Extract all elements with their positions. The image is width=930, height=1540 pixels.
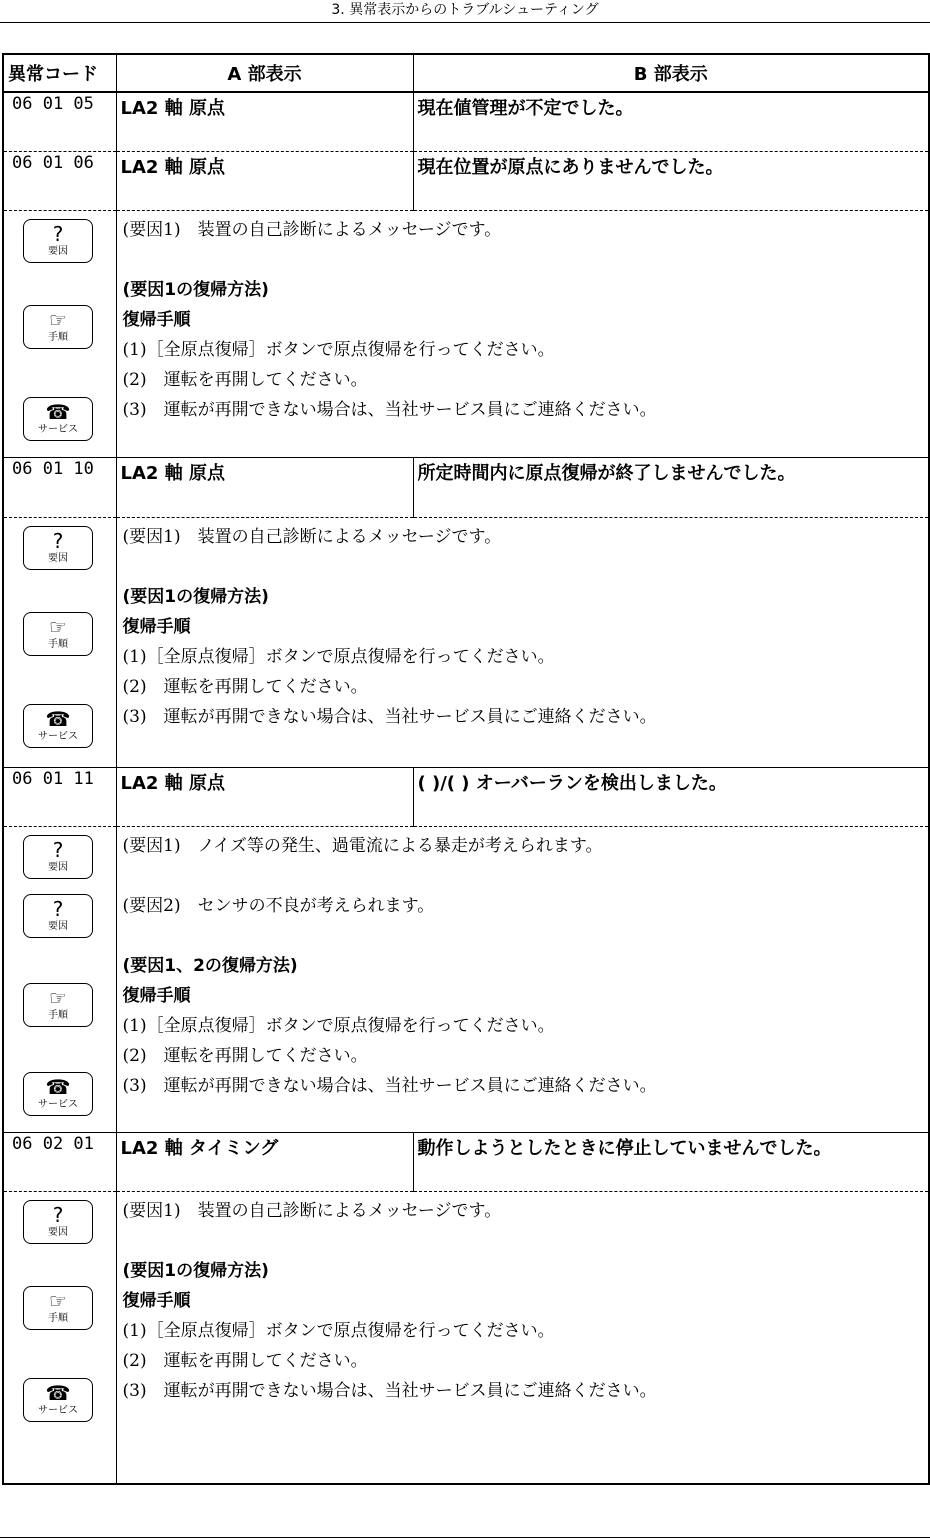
icon-column [3, 210, 116, 457]
b-display: ( )/( ) オーバーランを検出しました。 [413, 767, 929, 826]
detail-row [3, 210, 929, 457]
table-row [3, 151, 929, 210]
error-table [2, 53, 930, 1485]
detail-text: (要因1) 装置の自己診断によるメッセージです。 (要因1の復帰方法) 復帰手順 (1)［全原点復帰］ボタンで原点復帰を行ってください。 (2) 運転を再開してください。 (3) 運転が再開できない場合は、当社サービス員にご連絡ください。 [122, 219, 657, 420]
cause-icon: ? 要因 [23, 526, 93, 570]
error-code: 06 01 11 [3, 767, 116, 826]
hand-pointer-icon: ☞ 手順 [23, 983, 93, 1027]
table-row [3, 457, 929, 517]
b-display: 現在位置が原点にありませんでした。 [413, 151, 929, 210]
hand-pointer-icon: ☞ 手順 [23, 612, 93, 656]
telephone-icon: ☎ サービス [23, 1378, 93, 1422]
cause-icon: ? 要因 [23, 1200, 93, 1244]
page-header: 3. 異常表示からのトラブルシューティング [0, 0, 930, 23]
footer-rule [0, 1537, 930, 1538]
telephone-icon: ☎ サービス [23, 1072, 93, 1116]
detail-text: (要因1) 装置の自己診断によるメッセージです。 (要因1の復帰方法) 復帰手順 (1)［全原点復帰］ボタンで原点復帰を行ってください。 (2) 運転を再開してください。 (3) 運転が再開できない場合は、当社サービス員にご連絡ください。 [122, 1200, 657, 1401]
col-header-code: 異常コード [3, 54, 116, 92]
error-code: 06 01 10 [3, 457, 116, 517]
a-display: LA2 軸 タイミング [116, 1132, 413, 1191]
table-row [3, 1132, 929, 1191]
a-display: LA2 軸 原点 [116, 151, 413, 210]
table-row [3, 767, 929, 826]
col-header-a: A 部表示 [116, 54, 413, 92]
cause-icon: ? 要因 [23, 219, 93, 263]
telephone-icon: ☎ サービス [23, 704, 93, 748]
a-display: LA2 軸 原点 [116, 767, 413, 826]
b-display: 所定時間内に原点復帰が終了しませんでした。 [413, 457, 929, 517]
detail-text: (要因1) ノイズ等の発生、過電流による暴走が考えられます。 (要因2) センサの不良が考えられます。 (要因1、2の復帰方法) 復帰手順 (1)［全原点復帰］ボタンで原点復帰を行ってください。 (2) 運転を再開してください。 (3) 運転が再開できない場合は、当社サービス員にご連絡ください。 [122, 835, 657, 1096]
icon-column [3, 826, 116, 1132]
detail-text: (要因1) 装置の自己診断によるメッセージです。 (要因1の復帰方法) 復帰手順 (1)［全原点復帰］ボタンで原点復帰を行ってください。 (2) 運転を再開してください。 (3) 運転が再開できない場合は、当社サービス員にご連絡ください。 [122, 526, 657, 727]
telephone-icon: ☎ サービス [23, 397, 93, 441]
detail-row [3, 1191, 929, 1484]
hand-pointer-icon: ☞ 手順 [23, 1286, 93, 1330]
cause-icon: ? 要因 [23, 835, 93, 879]
cause-icon: ? 要因 [23, 894, 93, 938]
table-header-row [3, 54, 929, 92]
error-code: 06 01 06 [3, 151, 116, 210]
a-display: LA2 軸 原点 [116, 457, 413, 517]
table-row [3, 92, 929, 151]
a-display: LA2 軸 原点 [116, 92, 413, 151]
b-display: 動作しようとしたときに停止していませんでした。 [413, 1132, 929, 1191]
hand-pointer-icon: ☞ 手順 [23, 305, 93, 349]
detail-row [3, 517, 929, 767]
col-header-b: B 部表示 [413, 54, 929, 92]
error-code: 06 02 01 [3, 1132, 116, 1191]
detail-row [3, 826, 929, 1132]
icon-column [3, 517, 116, 767]
b-display: 現在値管理が不定でした。 [413, 92, 929, 151]
icon-column [3, 1191, 116, 1484]
error-code: 06 01 05 [3, 92, 116, 151]
